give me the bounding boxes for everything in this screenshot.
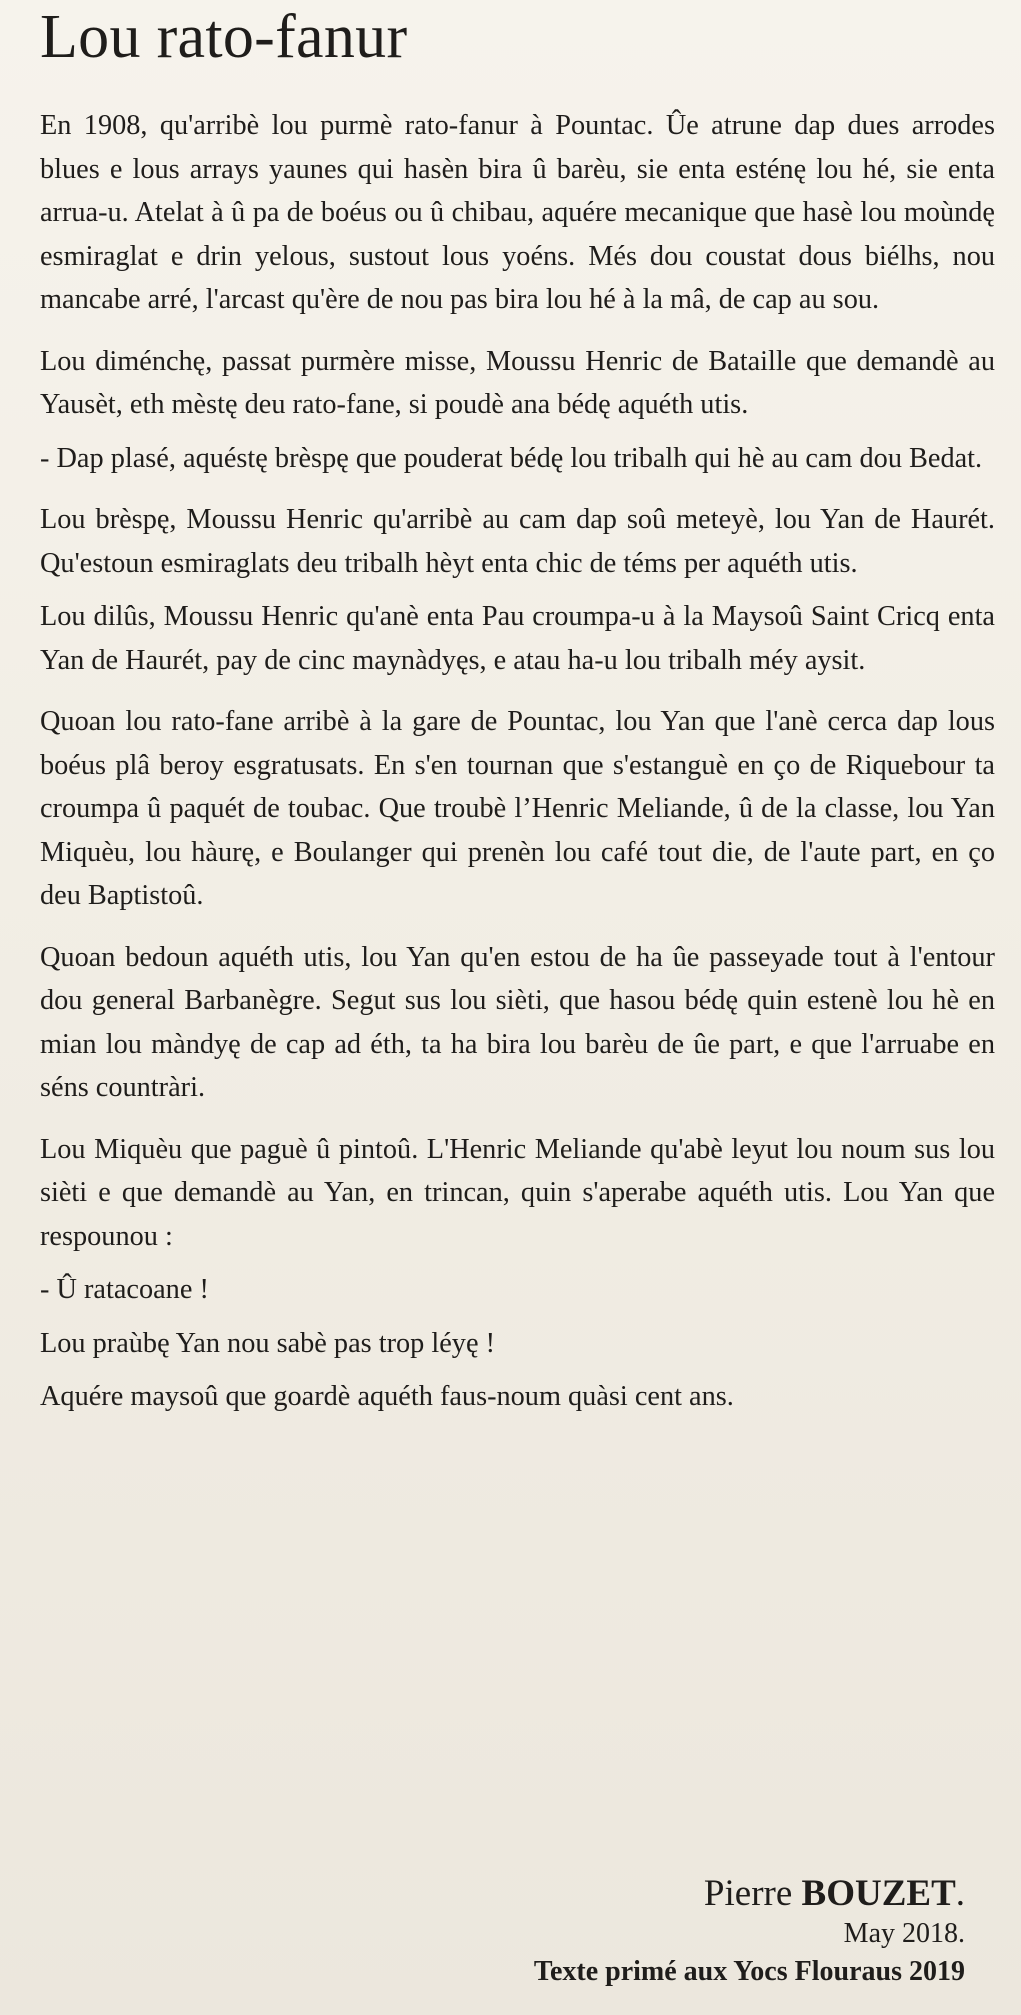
paragraph-6: Quoan lou rato-fane arribè à la gare de Pountac, lou Yan que l'anè cerca dap lous boéus plâ beroy esgratusats. En s'en tournan que s'estanguè en ço de Riquebour ta croumpa û paquét de toubac. Que troubè l’Henric Meliande, û de la classe, lou Yan Miquèu, lou hàurę, e Boulanger qui prenèn lou café tout die, de l'aute part, en ço deu Baptistoû. [40,706,995,911]
paragraph-1: En 1908, qu'arribè lou purmè rato-fanur à Pountac. Ûe atrune dap dues arrodes blues e lous arrays yaunes qui hasèn bira û barèu, sie enta esténę lou hé, sie enta arrua-u. Atelat à û pa de boéus ou û chibau, aquére mecanique que hasè lou moùndę esmiraglat e drin yelous, sustout lous yoéns. Més dou coustat dous biélhs, nou mancabe arré, l'arcast qu'ère de nou pas bira lou hé à la mâ, de cap au sou. [40,110,995,315]
signature-block [534,1872,965,1992]
story-body [40,104,995,1429]
author-name: Pierre BOUZET. [703,1873,965,1914]
paragraph-9: - Û ratacoane ! [40,1274,209,1305]
paragraph-8: Lou Miquèu que paguè û pintoû. L'Henric Meliande qu'abè leyut lou noum sus lou sièti e que demandè au Yan, en trincan, quin s'aperabe aquéth utis. Lou Yan que respounou : [40,1133,995,1252]
page-title: Lou rato-fanur [40,3,408,71]
paragraph-11: Aquére maysoû que goardè aquéth faus-noum quàsi cent ans. [40,1381,734,1412]
document-page [40,0,995,2015]
paragraph-2: Lou diménchę, passat purmère misse, Moussu Henric de Bataille que demandè au Yausèt, eth mèstę deu rato-fane, si poudè ana bédę aquéth utis. [40,345,995,420]
paragraph-7: Quoan bedoun aquéth utis, lou Yan qu'en estou de ha ûe passeyade tout à l'entour dou general Barbanègre. Segut sus lou sièti, que hasou bédę quin estenè lou hè en mian lou màndyę de cap ad éth, ta ha bira lou barèu de ûe part, e que l'arruabe en séns countràri. [40,941,995,1103]
paragraph-3: - Dap plasé, aquéstę brèspę que pouderat bédę lou tribalh qui hè au cam dou Bedat. [40,442,983,474]
author-first-name: Pierre [703,1873,793,1914]
paragraph-10: Lou praùbę Yan nou sabè pas trop léyę ! [40,1327,496,1359]
paragraph-5: Lou dilûs, Moussu Henric qu'anè enta Pau croumpa-u à la Maysoû Saint Cricq enta Yan de Haurét, pay de cinc maynàdyęs, e atau ha-u lou tribalh méy aysit. [40,601,995,676]
author-surname: BOUZET [801,1873,956,1914]
signature-date: May 2018. [843,1918,965,1949]
award-note: Texte primé aux Yocs Flouraus 2019 [533,1956,965,1987]
paragraph-4: Lou brèspę, Moussu Henric qu'arribè au cam dap soû meteyè, lou Yan de Haurét. Qu'estoun esmiraglats deu tribalh hèyt enta chic de téms per aquéth utis. [40,504,995,579]
